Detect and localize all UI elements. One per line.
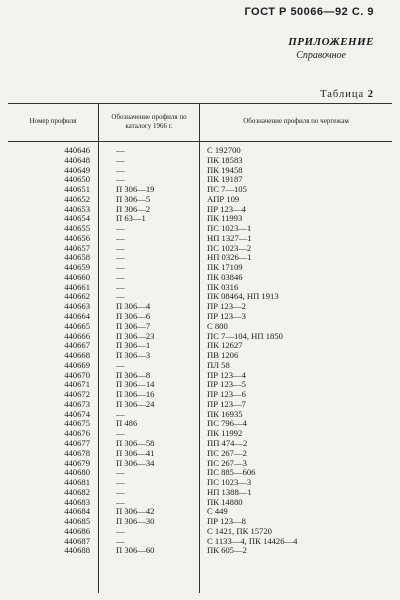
table-row xyxy=(0,205,400,215)
profile-number: 440661 xyxy=(64,281,90,292)
drawing-designation: ПР 123—4 xyxy=(207,369,246,380)
table-row xyxy=(0,400,400,410)
drawing-designation: ПС 267—2 xyxy=(207,447,247,458)
table-row xyxy=(0,507,400,517)
catalog-designation: — xyxy=(116,359,125,370)
drawing-designation: ПЛ 58 xyxy=(207,359,230,370)
profile-number: 440670 xyxy=(64,369,90,380)
table-label xyxy=(320,89,374,100)
profile-number: 440685 xyxy=(64,516,90,527)
table-row xyxy=(0,185,400,195)
profile-number: 440683 xyxy=(64,496,90,507)
drawing-designation: С 1133—4, ПК 14426—4 xyxy=(207,535,298,546)
table-row xyxy=(0,429,400,439)
table-row xyxy=(0,263,400,273)
profile-number: 440660 xyxy=(64,271,90,282)
profile-number: 440651 xyxy=(64,184,90,195)
catalog-designation: П 306—3 xyxy=(116,350,151,361)
drawing-designation: ПК 605—2 xyxy=(207,545,247,556)
table-row xyxy=(0,341,400,351)
drawing-designation: ПК 11992 xyxy=(207,428,243,439)
catalog-designation: П 306—19 xyxy=(116,184,155,195)
profile-number: 440671 xyxy=(64,379,90,390)
profile-number: 440680 xyxy=(64,467,90,478)
profile-number: 440655 xyxy=(64,223,90,234)
profile-number: 440686 xyxy=(64,525,90,536)
catalog-designation: П 306—58 xyxy=(116,437,155,448)
catalog-designation: — xyxy=(116,467,125,478)
drawing-designation: ПР 123—4 xyxy=(207,203,246,214)
catalog-designation: П 306—6 xyxy=(116,311,151,322)
profile-number: 440679 xyxy=(64,457,90,468)
profile-number: 440652 xyxy=(64,193,90,204)
drawing-designation: ПР 123—5 xyxy=(207,379,246,390)
profile-number: 440662 xyxy=(64,291,90,302)
profile-number: 440669 xyxy=(64,359,90,370)
drawing-designation: ПК 08464, НП 1913 xyxy=(207,291,279,302)
catalog-designation: — xyxy=(116,496,125,507)
table-row xyxy=(0,234,400,244)
table-row xyxy=(0,253,400,263)
profile-number: 440673 xyxy=(64,398,90,409)
drawing-designation: ПК 16935 xyxy=(207,408,243,419)
table-word: Таблица xyxy=(320,89,365,100)
appendix-subtitle: Справочное xyxy=(296,50,346,61)
drawing-designation: ПВ 1206 xyxy=(207,350,239,361)
catalog-designation: — xyxy=(116,262,125,273)
catalog-designation: П 306—8 xyxy=(116,369,151,380)
table-row xyxy=(0,166,400,176)
drawing-designation: ПК 03846 xyxy=(207,271,243,282)
profile-number: 440672 xyxy=(64,389,90,400)
drawing-designation: ПК 18583 xyxy=(207,154,243,165)
profile-number: 440659 xyxy=(64,262,90,273)
drawing-designation: ПК 14880 xyxy=(207,496,243,507)
drawing-designation: ПС 1023—2 xyxy=(207,242,252,253)
catalog-designation: — xyxy=(116,154,125,165)
table-row xyxy=(0,459,400,469)
profile-number: 440665 xyxy=(64,320,90,331)
catalog-designation: — xyxy=(116,174,125,185)
drawing-designation: ПР 123—7 xyxy=(207,398,246,409)
drawing-designation: ПС 796—4 xyxy=(207,418,247,429)
table-row xyxy=(0,244,400,254)
catalog-designation: П 306—60 xyxy=(116,545,155,556)
drawing-designation: ПК 19187 xyxy=(207,174,243,185)
table-row xyxy=(0,517,400,527)
catalog-designation: — xyxy=(116,145,125,155)
catalog-designation: — xyxy=(116,428,125,439)
table-row xyxy=(0,322,400,332)
drawing-designation: НП 1388—1 xyxy=(207,486,252,497)
column-header-catalog-designation: Обозначение профиля по каталогу 1966 г. xyxy=(111,112,187,130)
profile-number: 440681 xyxy=(64,477,90,488)
catalog-designation: П 306—24 xyxy=(116,398,155,409)
drawing-designation: С 800 xyxy=(207,320,228,331)
drawing-designation: ПК 19458 xyxy=(207,164,243,175)
catalog-designation: — xyxy=(116,223,125,234)
table-row xyxy=(0,224,400,234)
catalog-designation: — xyxy=(116,408,125,419)
drawing-designation: ПР 123—2 xyxy=(207,301,246,312)
profile-number: 440668 xyxy=(64,350,90,361)
drawing-designation: НП 0326—1 xyxy=(207,252,252,263)
profile-number: 440656 xyxy=(64,232,90,243)
drawing-designation: ПП 474—2 xyxy=(207,437,248,448)
column-header-drawing-designation: Обозначение профиля по чертежам xyxy=(243,117,349,125)
catalog-designation: — xyxy=(116,271,125,282)
drawing-designation: ПС 7—104, НП 1850 xyxy=(207,330,283,341)
table-row xyxy=(0,156,400,166)
profile-number: 440654 xyxy=(64,213,90,224)
drawing-designation: ПК 0316 xyxy=(207,281,239,292)
appendix-title: ПРИЛОЖЕНИЕ xyxy=(288,36,374,48)
catalog-designation: П 63—1 xyxy=(116,213,146,224)
drawing-designation: ПК 17109 xyxy=(207,262,243,273)
catalog-designation: П 486 xyxy=(116,418,138,429)
table-row xyxy=(0,468,400,478)
catalog-designation: П 306—42 xyxy=(116,506,155,517)
catalog-designation: П 306—14 xyxy=(116,379,155,390)
catalog-designation: П 306—7 xyxy=(116,320,151,331)
catalog-designation: П 306—2 xyxy=(116,203,151,214)
profile-number: 440658 xyxy=(64,252,90,263)
table-row xyxy=(0,332,400,342)
table-row xyxy=(0,214,400,224)
profile-number: 440678 xyxy=(64,447,90,458)
drawing-designation: ПС 1023—3 xyxy=(207,477,252,488)
profile-number: 440684 xyxy=(64,506,90,517)
drawing-designation: ПС 885—606 xyxy=(207,467,256,478)
profile-number: 440674 xyxy=(64,408,90,419)
profile-number: 440648 xyxy=(64,154,90,165)
profile-number: 440667 xyxy=(64,340,90,351)
catalog-designation: П 306—16 xyxy=(116,389,155,400)
catalog-designation: — xyxy=(116,525,125,536)
table-row xyxy=(0,175,400,185)
catalog-designation: — xyxy=(116,232,125,243)
table-row xyxy=(0,302,400,312)
catalog-designation: — xyxy=(116,486,125,497)
catalog-designation: П 306—4 xyxy=(116,301,151,312)
catalog-designation: — xyxy=(116,281,125,292)
table-row xyxy=(0,419,400,429)
table-row xyxy=(0,273,400,283)
table-row xyxy=(0,195,400,205)
table-row xyxy=(0,371,400,381)
profile-number: 440657 xyxy=(64,242,90,253)
table-row xyxy=(0,292,400,302)
table-row xyxy=(0,537,400,547)
catalog-designation: — xyxy=(116,252,125,263)
table-number: 2 xyxy=(367,89,374,100)
profile-number: 440663 xyxy=(64,301,90,312)
drawing-designation: АПР 109 xyxy=(207,193,240,204)
table-row xyxy=(0,390,400,400)
profile-number: 440649 xyxy=(64,164,90,175)
standard-code: ГОСТ Р 50066—92 С. 9 xyxy=(244,6,374,18)
table-row xyxy=(0,283,400,293)
table-row xyxy=(0,380,400,390)
drawing-designation: ПК 12627 xyxy=(207,340,243,351)
drawing-designation: С 192700 xyxy=(207,145,241,155)
drawing-designation: ПС 267—3 xyxy=(207,457,247,468)
table-row xyxy=(0,146,400,156)
profile-number: 440677 xyxy=(64,437,90,448)
catalog-designation: П 306—5 xyxy=(116,193,151,204)
drawing-designation: ПС 7—105 xyxy=(207,184,247,195)
catalog-designation: — xyxy=(116,291,125,302)
profile-number: 440676 xyxy=(64,428,90,439)
table-row xyxy=(0,439,400,449)
drawing-designation: ПР 123—8 xyxy=(207,516,246,527)
catalog-designation: П 306—41 xyxy=(116,447,155,458)
drawing-designation: НП 1327—1 xyxy=(207,232,252,243)
profile-number: 440682 xyxy=(64,486,90,497)
catalog-designation: П 306—30 xyxy=(116,516,155,527)
drawing-designation: С 449 xyxy=(207,506,228,517)
table-body xyxy=(0,146,400,556)
catalog-designation: — xyxy=(116,477,125,488)
drawing-designation: С 1421, ПК 15720 xyxy=(207,525,272,536)
table-row xyxy=(0,449,400,459)
catalog-designation: — xyxy=(116,164,125,175)
table-row xyxy=(0,410,400,420)
table-row xyxy=(0,527,400,537)
table-row xyxy=(0,498,400,508)
table-row xyxy=(0,546,400,556)
profile-number: 440688 xyxy=(64,545,90,556)
catalog-designation: П 306—34 xyxy=(116,457,155,468)
table-row xyxy=(0,478,400,488)
catalog-designation: П 306—1 xyxy=(116,340,151,351)
profile-number: 440650 xyxy=(64,174,90,185)
profile-number: 440664 xyxy=(64,311,90,322)
table-row xyxy=(0,361,400,371)
profile-number: 440687 xyxy=(64,535,90,546)
catalog-designation: П 306—23 xyxy=(116,330,155,341)
table-row xyxy=(0,312,400,322)
drawing-designation: ПР 123—3 xyxy=(207,311,246,322)
column-header-profile-number: Номер профиля xyxy=(29,117,77,125)
catalog-designation: — xyxy=(116,242,125,253)
table-row xyxy=(0,488,400,498)
profile-number: 440646 xyxy=(64,145,90,155)
catalog-designation: — xyxy=(116,535,125,546)
drawing-designation: ПС 1023—1 xyxy=(207,223,252,234)
profile-number: 440666 xyxy=(64,330,90,341)
table-row xyxy=(0,351,400,361)
profile-number: 440653 xyxy=(64,203,90,214)
drawing-designation: ПР 123—6 xyxy=(207,389,246,400)
drawing-designation: ПК 11993 xyxy=(207,213,243,224)
profile-number: 440675 xyxy=(64,418,90,429)
